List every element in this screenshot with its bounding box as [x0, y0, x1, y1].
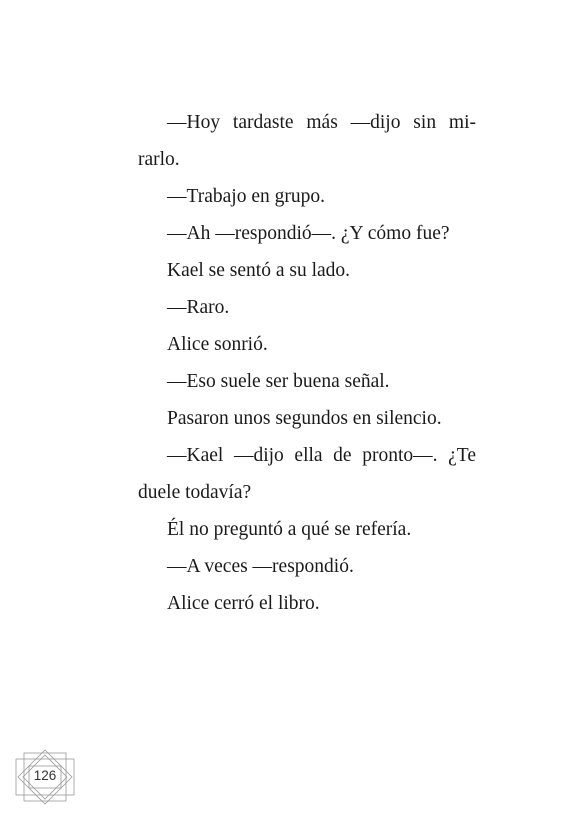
paragraph-line: Alice cerró el libro.: [167, 593, 320, 614]
paragraph-line: Él no preguntó a qué se refería.: [167, 519, 412, 540]
paragraph-line: —Eso suele ser buena señal.: [167, 371, 390, 392]
paragraph-line: —Trabajo en grupo.: [167, 186, 325, 207]
paragraph-line: Alice sonrió.: [167, 334, 268, 355]
paragraph-line: Kael se sentó a su lado.: [167, 260, 351, 281]
paragraph-line: duele todavía?: [138, 482, 252, 503]
paragraph-line: —Hoy tardaste más —dijo sin mi-: [167, 112, 476, 133]
paragraph-line: —Raro.: [167, 297, 230, 318]
paragraph-line: Pasaron unos segundos en silencio.: [167, 408, 442, 429]
paragraph-line: —Kael —dijo ella de pronto—. ¿Te: [167, 445, 476, 466]
paragraph-line: rarlo.: [138, 149, 180, 170]
paragraph-line: —Ah —respondió—. ¿Y cómo fue?: [167, 223, 450, 244]
page-body-text: [138, 104, 476, 622]
paragraph-line: —A veces —respondió.: [167, 556, 354, 577]
page-number-ornament: [14, 749, 76, 805]
page-number: 126: [33, 768, 57, 783]
